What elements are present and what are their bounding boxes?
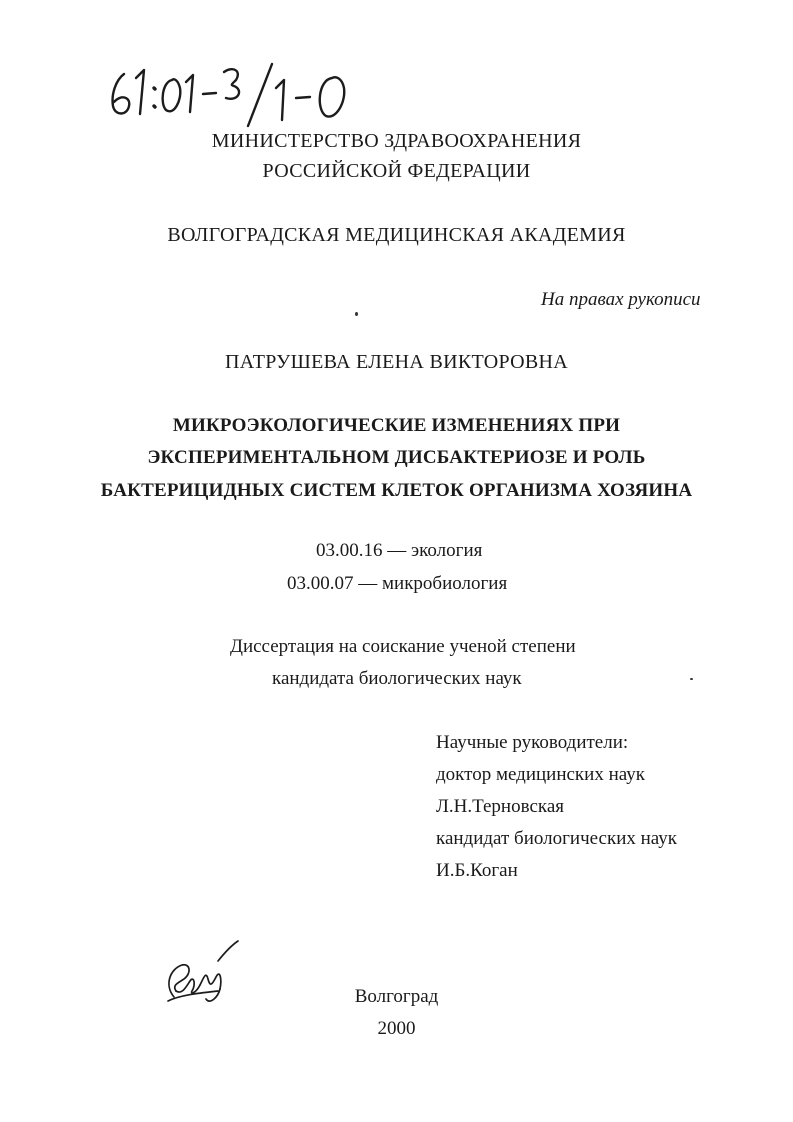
degree-line-2: кандидата биологических наук (272, 668, 522, 689)
supervisors-heading: Научные руководители: (436, 732, 629, 753)
ministry-line-1: МИНИСТЕРСТВО ЗДРАВООХРАНЕНИЯ (211, 130, 582, 152)
supervisor-2-name: И.Б.Коган (436, 860, 518, 881)
supervisor-1-name: Л.Н.Терновская (436, 796, 564, 817)
supervisor-2-degree: кандидат биологических наук (436, 828, 677, 849)
title-line-3: БАКТЕРИЦИДНЫХ СИСТЕМ КЛЕТОК ОРГАНИЗМА ХОЗЯИНА (100, 480, 693, 501)
specialty-ecology: 03.00.16 — экология (316, 540, 483, 561)
scan-speck (690, 678, 693, 680)
scan-speck (355, 312, 358, 316)
handwritten-archive-code (100, 48, 380, 128)
degree-line-1: Диссертация на соискание ученой степени (230, 636, 576, 657)
academy-name: ВОЛГОГРАДСКАЯ МЕДИЦИНСКАЯ АКАДЕМИЯ (167, 224, 626, 246)
ministry-line-2: РОССИЙСКОЙ ФЕДЕРАЦИИ (262, 160, 531, 182)
title-line-2: ЭКСПЕРИМЕНТАЛЬНОМ ДИСБАКТЕРИОЗЕ И РОЛЬ (147, 447, 646, 468)
specialty-microbiology: 03.00.07 — микробиология (287, 573, 508, 594)
title-line-1: МИКРОЭКОЛОГИЧЕСКИЕ ИЗМЕНЕНИЯХ ПРИ (172, 415, 621, 436)
author-name: ПАТРУШЕВА ЕЛЕНА ВИКТОРОВНА (224, 351, 569, 373)
year: 2000 (377, 1018, 416, 1039)
supervisor-1-degree: доктор медицинских наук (436, 764, 645, 785)
city: Волгоград (354, 986, 439, 1007)
rights-note: На правах рукописи (541, 289, 701, 310)
